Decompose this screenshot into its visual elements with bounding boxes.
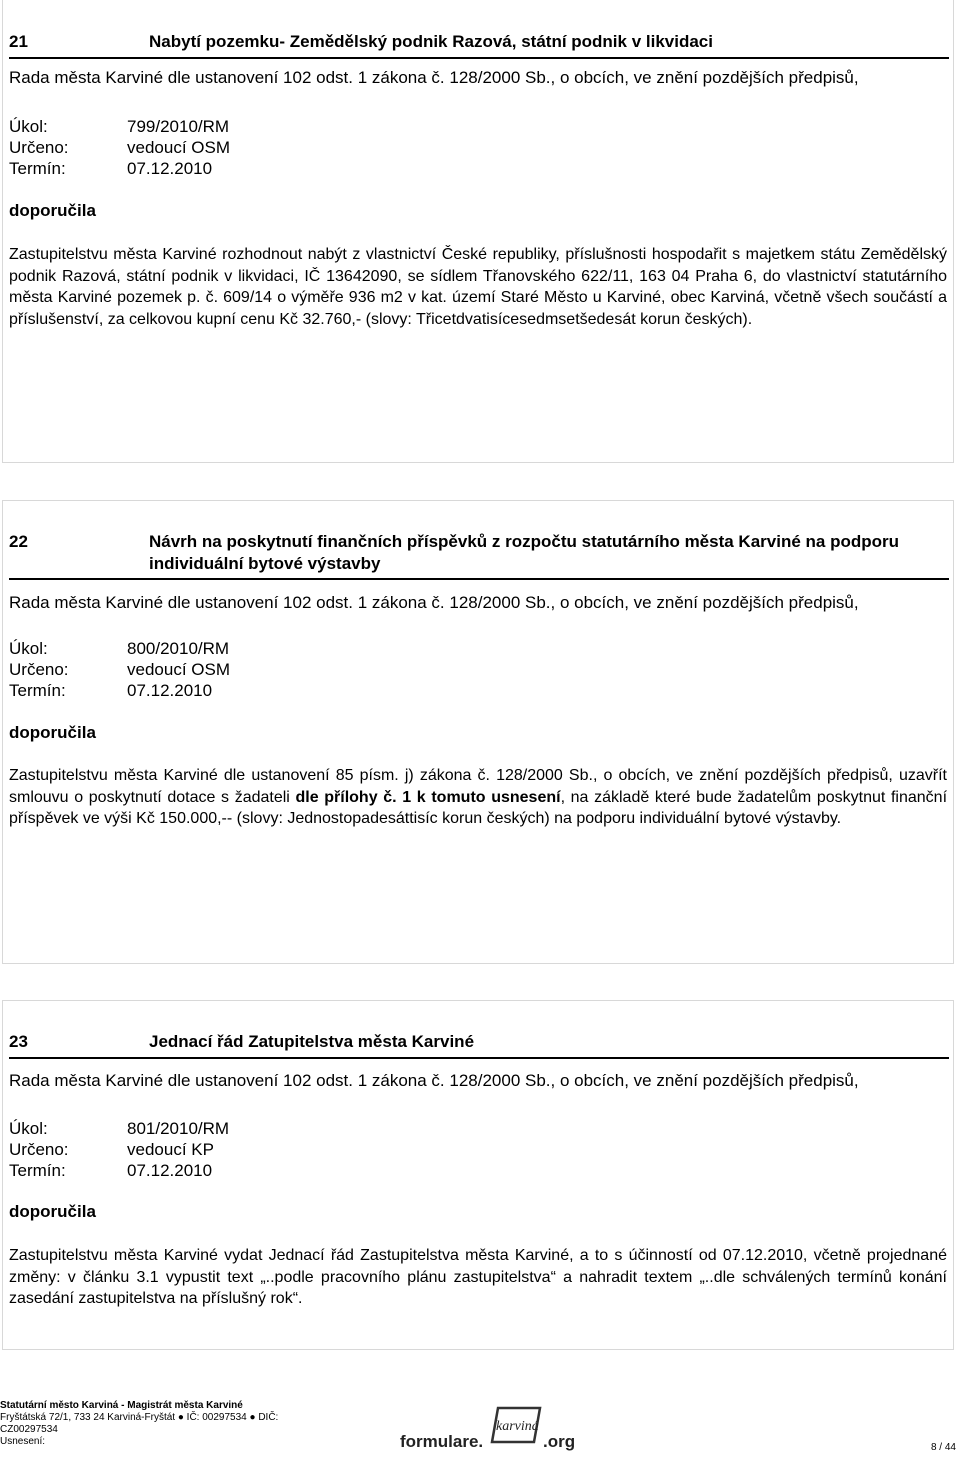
deadline-row [9,1160,212,1181]
recommendation: doporučila [9,1202,96,1221]
assigned-row [9,137,230,158]
assigned-value: vedoucí OSM [127,138,230,157]
deadline-label: Termín: [9,159,66,178]
item-header [9,1031,949,1059]
deadline-label: Termín: [9,1161,66,1180]
assigned-label: Určeno: [9,660,69,679]
footer-org: Statutární město Karviná - Magistrát města Karviné [0,1400,243,1411]
task-row [9,638,229,659]
item-title: Nabytí pozemku- Zemědělský podnik Razová, státní podnik v likvidaci [149,32,713,51]
task-value: 799/2010/RM [127,117,230,136]
task-label: Úkol: [9,1119,48,1138]
assigned-value: vedoucí OSM [127,660,230,679]
deadline-row [9,680,212,701]
resolution-text: Zastupitelstvu města Karviné rozhodnout nabýt z vlastnictví České republiky, příslušnosti hospodařit s majetkem státu Zemědělský podnik Razová, státní podnik v likvidaci, IČ 13642090, se sídlem Třanovského 622/11, 163 04 Praha 6, do vlastnictví statutárního města Karviné pozemek p. č. 609/14 o výměře 936 m2 v kat. území Staré Město u Karviné, obec Karviná, včetně všech součástí a příslušenství, za celkovou kupní cenu Kč 32.760,- (slovy: Třicetdvatisícesedmsetšedesát korun českých). [9,246,947,328]
item-header [9,31,949,59]
deadline-row [9,158,212,179]
task-label: Úkol: [9,639,48,658]
item-header [9,531,949,580]
item-21-box [2,0,954,463]
item-23-box [2,1000,954,1350]
recommendation: doporučila [9,723,96,742]
recommendation: doporučila [9,201,96,220]
assigned-value: vedoucí KP [127,1140,214,1159]
item-title: Jednací řád Zatupitelstva města Karviné [149,1032,475,1051]
footer-doc-label: Usnesení: [0,1436,46,1447]
assigned-row [9,659,230,680]
assigned-label: Určeno: [9,1140,69,1159]
logo-left-text: formulare. [400,1432,484,1451]
deadline-value: 07.12.2010 [127,1161,213,1180]
task-value: 800/2010/RM [127,639,230,658]
deadline-value: 07.12.2010 [127,159,213,178]
item-number: 23 [9,1032,28,1051]
assigned-row [9,1139,214,1160]
resolution-text-c: , na základě které bude žadatelům poskytnut finanční příspěvek ve výši Kč 150.000,-- (slovy: Jednostopadesáttisíc korun českých) na podporu individuální bytové výstavby. [9,788,948,827]
assigned-label: Určeno: [9,138,69,157]
footer-dic: CZ00297534 [0,1424,58,1435]
attachment-reference: dle přílohy č. 1 k tomuto usnesení [295,788,561,806]
authority-line: Rada města Karviné dle ustanovení 102 odst. 1 zákona č. 128/2000 Sb., o obcích, ve znění pozdějších předpisů, [9,1071,859,1090]
item-title: Návrh na poskytnutí finančních příspěvků z rozpočtu statutárního města Karviné na podporu individuální bytové výstavby [149,532,900,573]
logo-mid-text: karviná [496,1419,539,1434]
task-row [9,1118,229,1139]
task-row [9,116,229,137]
footer-address: Fryštátská 72/1, 733 24 Karviná-Fryštát ● IČ: 00297534 ● DIČ: [0,1412,279,1423]
item-22-box [2,500,954,964]
authority-line: Rada města Karviné dle ustanovení 102 odst. 1 zákona č. 128/2000 Sb., o obcích, ve znění pozdějších předpisů, [9,68,859,87]
logo-right-text: .org [543,1432,576,1451]
task-value: 801/2010/RM [127,1119,230,1138]
deadline-label: Termín: [9,681,66,700]
footer-text [0,1400,278,1448]
item-number: 22 [9,532,28,551]
resolution-text [9,765,947,830]
resolution-text: Zastupitelstvu města Karviné vydat Jednací řád Zastupitelstva města Karviné, a to s účinností od 07.12.2010, včetně projednané změny: v článku 3.1 vypustit text „..podle pracovního plánu zastupitelstva“ a nahradit textem „..dle schválených termínů konání zasedání zastupitelstva na příslušný rok“. [9,1247,947,1307]
authority-line: Rada města Karviné dle ustanovení 102 odst. 1 zákona č. 128/2000 Sb., o obcích, ve znění pozdějších předpisů, [9,593,859,612]
deadline-value: 07.12.2010 [127,681,213,700]
item-number: 21 [9,32,28,51]
formulare-karvina-logo [400,1402,610,1454]
page-number: 8 / 44 [930,1442,956,1453]
task-label: Úkol: [9,117,48,136]
resolution-text-a: Zastupitelstvu města Karviné dle ustanovení 85 písm. j) zákona č. 128/2000 Sb., o obcích, ve znění pozdějších předpisů, uzavřít smlouvu o poskytnutí dotace s žadateli [9,767,947,806]
